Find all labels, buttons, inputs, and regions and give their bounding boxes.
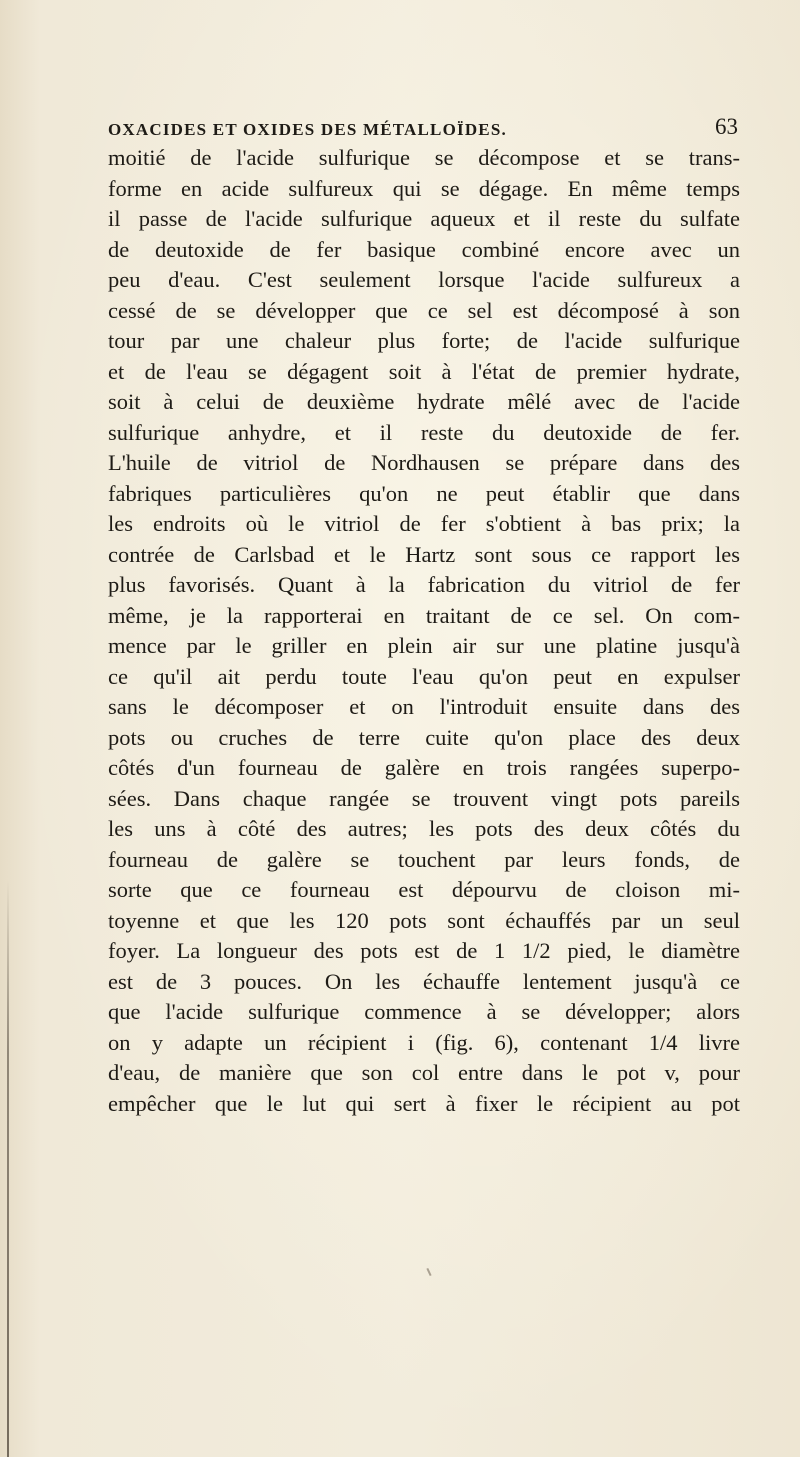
- running-head: OXACIDES ET OXIDES DES MÉTALLOÏDES.: [108, 120, 507, 139]
- text-line: d'eau, de manière que son col entre dans le pot v, pour: [108, 1060, 740, 1085]
- text-line: soit à celui de deuxième hydrate mêlé avec de l'acide: [108, 389, 740, 414]
- text-line: de deutoxide de fer basique combiné encore avec un: [108, 236, 740, 262]
- text-line: il passe de l'acide sulfurique aqueux et il reste du sulfate: [108, 206, 740, 231]
- text-line: fourneau de galère se touchent par leurs fonds, de: [108, 846, 740, 872]
- text-line: foyer. La longueur des pots est de 1 1/2 pied, le diamètre: [108, 938, 740, 963]
- text-line: et de l'eau se dégagent soit à l'état de premier hydrate,: [108, 358, 740, 384]
- text-line: sans le décomposer et on l'introduit ensuite dans des: [108, 694, 740, 719]
- text-line: sorte que ce fourneau est dépourvu de cloison mi-: [108, 877, 740, 902]
- text-line: les uns à côté des autres; les pots des deux côtés du: [108, 816, 740, 841]
- body-text: [108, 143, 740, 1119]
- text-line: fabriques particulières qu'on ne peut établir que dans: [108, 480, 740, 506]
- text-line: empêcher que le lut qui sert à fixer le récipient au pot: [108, 1090, 740, 1116]
- gutter-shadow: [7, 880, 9, 1457]
- text-line: même, je la rapporterai en traitant de ce sel. On com-: [108, 602, 740, 628]
- text-line: on y adapte un récipient i (fig. 6), contenant 1/4 livre: [108, 1029, 740, 1055]
- text-line: L'huile de vitriol de Nordhausen se prépare dans des: [108, 450, 740, 475]
- page-header: [108, 114, 738, 144]
- text-line: est de 3 pouces. On les échauffe lentement jusqu'à ce: [108, 968, 740, 994]
- text-line: toyenne et que les 120 pots sont échauffés par un seul: [108, 907, 740, 933]
- text-line: plus favorisés. Quant à la fabrication du vitriol de fer: [108, 572, 740, 597]
- text-line: tour par une chaleur plus forte; de l'acide sulfurique: [108, 328, 740, 353]
- text-line: sulfurique anhydre, et il reste du deutoxide de fer.: [108, 419, 740, 445]
- text-line: les endroits où le vitriol de fer s'obtient à bas prix; la: [108, 511, 740, 536]
- text-line: forme en acide sulfureux qui se dégage. En même temps: [108, 175, 740, 201]
- text-line: ce qu'il ait perdu toute l'eau qu'on peut en expulser: [108, 663, 740, 689]
- text-line: pots ou cruches de terre cuite qu'on place des deux: [108, 724, 740, 750]
- text-line: cessé de se développer que ce sel est décomposé à son: [108, 297, 740, 323]
- text-line: contrée de Carlsbad et le Hartz sont sous ce rapport les: [108, 541, 740, 567]
- ink-speck: [426, 1268, 431, 1276]
- text-line: peu d'eau. C'est seulement lorsque l'acide sulfureux a: [108, 267, 740, 292]
- text-line: sées. Dans chaque rangée se trouvent vingt pots pareils: [108, 785, 740, 811]
- page-number: 63: [715, 114, 738, 139]
- text-line: mence par le griller en plein air sur une platine jusqu'à: [108, 633, 740, 658]
- text-line: moitié de l'acide sulfurique se décompose et se trans-: [108, 145, 740, 170]
- text-line: que l'acide sulfurique commence à se développer; alors: [108, 999, 740, 1024]
- text-line: côtés d'un fourneau de galère en trois rangées superpo-: [108, 755, 740, 780]
